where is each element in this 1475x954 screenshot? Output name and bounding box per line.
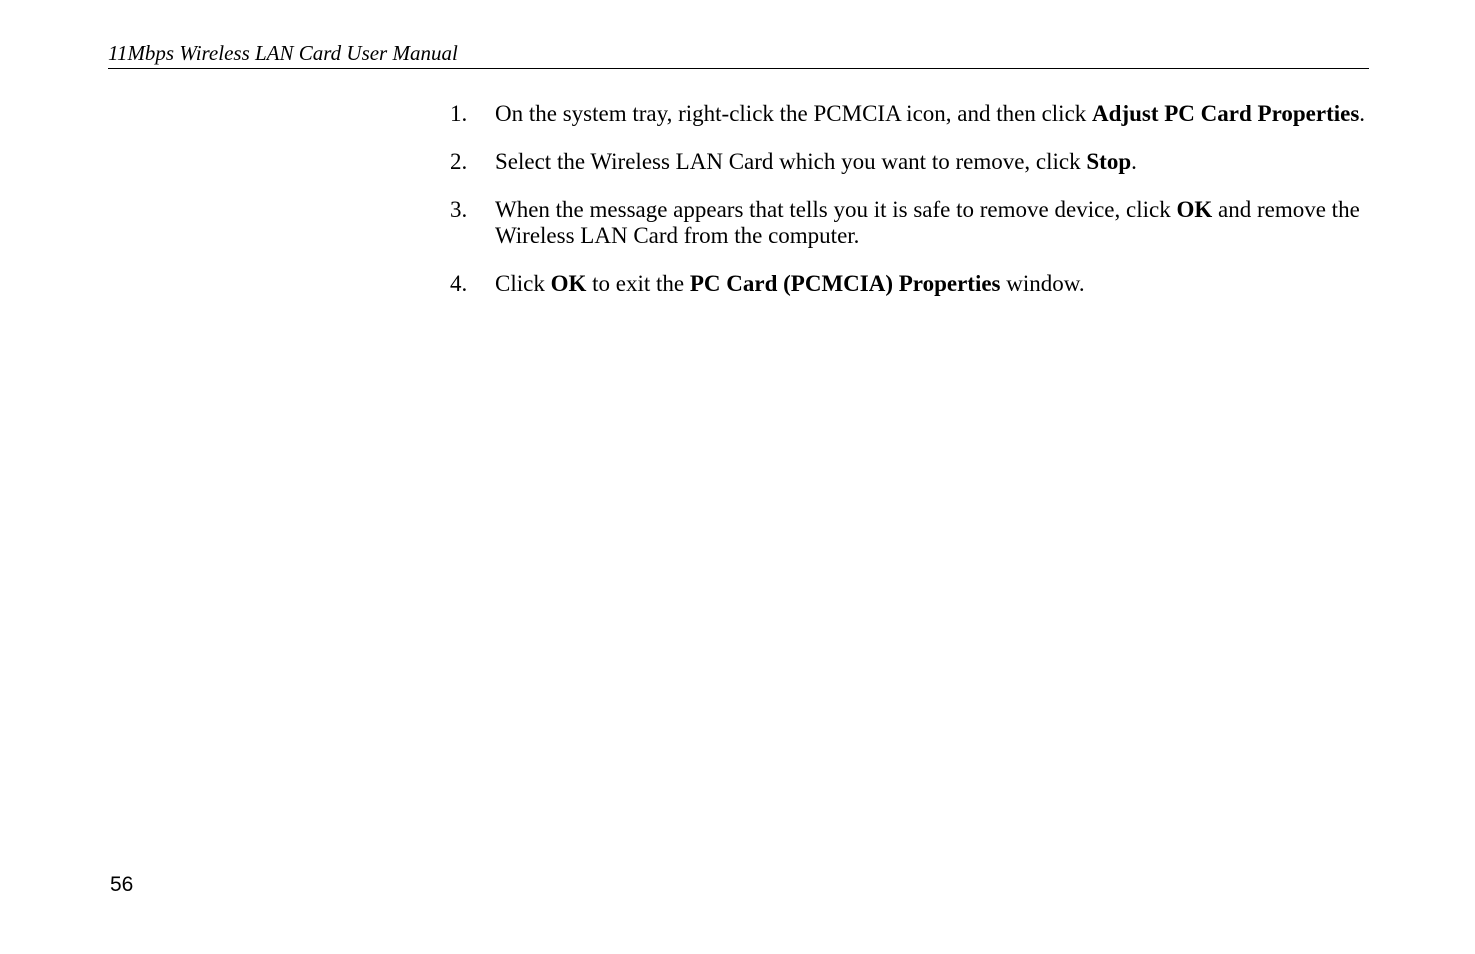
- step-text-segment: On the system tray, right-click the PCMCIA icon, and then click: [495, 101, 1093, 126]
- ui-term-adjust-pc-card-properties: Adjust PC Card Properties: [1092, 101, 1360, 126]
- document-title: 11Mbps Wireless LAN Card User Manual: [108, 41, 458, 65]
- step-number: 2.: [450, 149, 468, 174]
- step-text-segment: Click: [495, 271, 551, 296]
- step-text-segment: to exit the: [586, 271, 690, 296]
- ui-term-stop: Stop: [1086, 149, 1132, 174]
- step-number: 4.: [450, 271, 468, 296]
- instruction-steps: [450, 101, 1370, 319]
- step-text-segment: window.: [1000, 271, 1085, 296]
- ui-term-ok: OK: [1176, 197, 1213, 222]
- step-text-segment: .: [1131, 149, 1137, 174]
- step-text-segment: Select the Wireless LAN Card which you want to remove, click: [495, 149, 1087, 174]
- step-text: [495, 149, 1137, 174]
- step-text: [495, 197, 1360, 248]
- step-text-segment: and remove the Wireless LAN Card from the computer.: [495, 197, 1360, 248]
- ui-term-pc-card-pcmcia-properties: PC Card (PCMCIA) Properties: [689, 271, 1001, 296]
- step-number: 3.: [450, 197, 468, 222]
- step-number: 1.: [450, 101, 468, 126]
- step-text-segment: .: [1359, 101, 1366, 126]
- step-3: [450, 197, 1370, 249]
- step-text: [495, 101, 1365, 126]
- ui-term-ok: OK: [550, 271, 587, 296]
- step-4: [450, 271, 1370, 297]
- page-number: 56: [110, 873, 134, 896]
- step-1: [450, 101, 1370, 127]
- running-header: [108, 40, 1369, 69]
- step-text-segment: When the message appears that tells you it is safe to remove device, click: [495, 197, 1177, 222]
- step-text: [495, 271, 1085, 296]
- step-2: [450, 149, 1370, 175]
